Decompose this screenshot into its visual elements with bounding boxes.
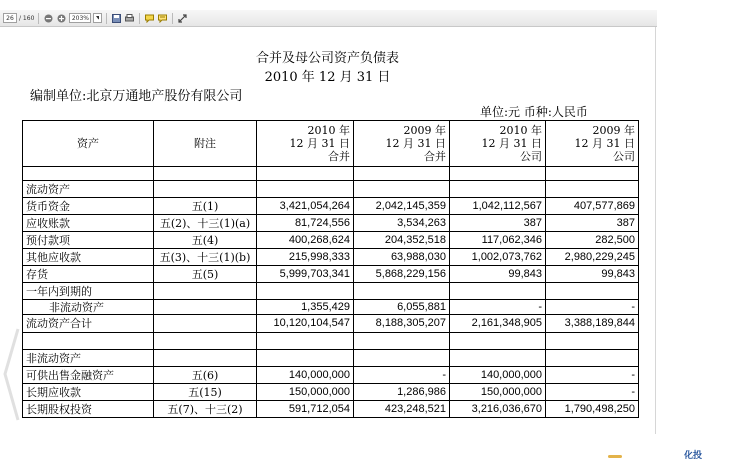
value-2009-consolidated: 5,868,229,156	[354, 266, 450, 283]
save-icon[interactable]	[111, 13, 122, 24]
value-2009-consolidated: 6,055,881	[354, 300, 450, 315]
row-label: 可供出售金融资产	[23, 367, 154, 384]
table-header-row	[23, 121, 639, 167]
value-2009-consolidated: -	[354, 367, 450, 384]
zoom-dropdown-icon[interactable]	[93, 13, 102, 23]
table-row	[23, 215, 639, 232]
row-label: 流动资产	[23, 181, 154, 198]
value-2010-consolidated: 215,998,333	[257, 249, 354, 266]
zoom-level-field[interactable]	[69, 13, 91, 23]
value-2009-company: 282,500	[546, 232, 639, 249]
header-notes: 附注	[154, 121, 257, 167]
comment-icon[interactable]	[144, 13, 155, 24]
toolbar-separator	[106, 13, 107, 24]
table-row	[23, 232, 639, 249]
value-2009-company: 1,790,498,250	[546, 401, 639, 418]
row-label: 长期应收款	[23, 384, 154, 401]
table-row	[23, 181, 639, 198]
value-2010-consolidated: 10,120,104,547	[257, 315, 354, 333]
table-row	[23, 300, 639, 315]
highlight-icon[interactable]	[157, 13, 168, 24]
table-row	[23, 333, 639, 350]
toolbar-separator	[172, 13, 173, 24]
value-2009-company	[546, 283, 639, 300]
header-2010-consolidated: 2010 年 12 月 31 日 合并	[257, 121, 354, 167]
toolbar-separator	[38, 13, 39, 24]
value-2009-company: 99,843	[546, 266, 639, 283]
header-2010-company: 2010 年 12 月 31 日 公司	[450, 121, 546, 167]
value-2010-company	[450, 167, 546, 181]
value-2009-company: 387	[546, 215, 639, 232]
table-row	[23, 266, 639, 283]
table-row	[23, 315, 639, 333]
value-2009-consolidated: 1,286,986	[354, 384, 450, 401]
row-note: 五(5)	[154, 266, 257, 283]
row-label: 货币资金	[23, 198, 154, 215]
value-2010-company: 99,843	[450, 266, 546, 283]
row-note	[154, 350, 257, 367]
row-label: 应收账款	[23, 215, 154, 232]
value-2010-company: -	[450, 300, 546, 315]
row-note	[154, 315, 257, 333]
header-2009-company: 2009 年 12 月 31 日 公司	[546, 121, 639, 167]
value-2009-company	[546, 333, 639, 350]
viewer-toolbar	[0, 10, 657, 27]
value-2010-consolidated: 400,268,624	[257, 232, 354, 249]
value-2010-consolidated: 150,000,000	[257, 384, 354, 401]
value-2009-consolidated	[354, 167, 450, 181]
value-2009-consolidated: 204,352,518	[354, 232, 450, 249]
page-total: / 160	[19, 14, 35, 22]
print-icon[interactable]	[124, 13, 135, 24]
value-2010-company: 1,002,073,762	[450, 249, 546, 266]
value-2010-consolidated	[257, 333, 354, 350]
value-2009-company	[546, 350, 639, 367]
value-2010-company	[450, 333, 546, 350]
value-2009-company	[546, 167, 639, 181]
row-note: 五(7)、十三(2)	[154, 401, 257, 418]
row-label: 流动资产合计	[23, 315, 154, 333]
row-note	[154, 300, 257, 315]
value-2009-company	[546, 181, 639, 198]
preparer-label: 编制单位:北京万通地产股份有限公司	[30, 89, 243, 104]
row-label	[23, 333, 154, 350]
value-2010-consolidated	[257, 167, 354, 181]
value-2010-consolidated: 1,355,429	[257, 300, 354, 315]
row-note: 五(4)	[154, 232, 257, 249]
value-2010-consolidated: 3,421,054,264	[257, 198, 354, 215]
value-2010-company: 3,216,036,670	[450, 401, 546, 418]
value-2010-company: 2,161,348,905	[450, 315, 546, 333]
document-title: 合并及母公司资产负债表	[255, 51, 399, 66]
value-2010-consolidated	[257, 283, 354, 300]
row-label: 预付款项	[23, 232, 154, 249]
value-2009-consolidated	[354, 283, 450, 300]
value-2010-consolidated	[257, 181, 354, 198]
row-note: 五(3)、十三(1)(b)	[154, 249, 257, 266]
table-row	[23, 384, 639, 401]
value-2009-consolidated: 3,534,263	[354, 215, 450, 232]
row-label	[23, 167, 154, 181]
row-label: 非流动资产	[23, 300, 154, 315]
footer-decoration	[608, 455, 622, 458]
value-2009-company: -	[546, 367, 639, 384]
value-2010-company: 1,042,112,567	[450, 198, 546, 215]
value-2010-consolidated: 140,000,000	[257, 367, 354, 384]
value-2010-company: 117,062,346	[450, 232, 546, 249]
page-number-input[interactable]	[3, 13, 17, 23]
row-note: 五(2)、十三(1)(a)	[154, 215, 257, 232]
table-row	[23, 198, 639, 215]
row-note: 五(1)	[154, 198, 257, 215]
row-label: 长期股权投资	[23, 401, 154, 418]
value-2010-consolidated: 5,999,703,341	[257, 266, 354, 283]
previous-page-arrow-icon[interactable]	[2, 327, 20, 422]
value-2009-consolidated: 8,188,305,207	[354, 315, 450, 333]
value-2009-consolidated	[354, 181, 450, 198]
value-2010-company: 150,000,000	[450, 384, 546, 401]
table-row	[23, 401, 639, 418]
value-2010-company	[450, 181, 546, 198]
balance-sheet-table	[22, 120, 639, 418]
value-2009-company: 3,388,189,844	[546, 315, 639, 333]
row-note: 五(6)	[154, 367, 257, 384]
header-assets: 资产	[23, 121, 154, 167]
value-2010-company: 387	[450, 215, 546, 232]
row-label: 存货	[23, 266, 154, 283]
zoom-out-icon[interactable]	[43, 13, 54, 24]
value-2009-consolidated	[354, 350, 450, 367]
value-2010-company	[450, 350, 546, 367]
zoom-in-icon[interactable]	[56, 13, 67, 24]
watermark-logo: 化投	[684, 451, 703, 461]
document-date: 2010 年 12 月 31 日	[264, 70, 391, 85]
value-2009-company: 2,980,229,245	[546, 249, 639, 266]
row-label: 其他应收款	[23, 249, 154, 266]
value-2010-company	[450, 283, 546, 300]
value-2010-consolidated	[257, 350, 354, 367]
value-2010-consolidated: 81,724,556	[257, 215, 354, 232]
table-row	[23, 167, 639, 181]
table-row	[23, 249, 639, 266]
zoom-level: 203%	[71, 14, 89, 22]
table-row	[23, 283, 639, 300]
row-note	[154, 333, 257, 350]
value-2009-company: 407,577,869	[546, 198, 639, 215]
value-2009-company: -	[546, 384, 639, 401]
document-page	[0, 27, 656, 434]
currency-label: 单位:元 币种:人民币	[480, 105, 588, 119]
value-2010-company: 140,000,000	[450, 367, 546, 384]
row-label: 一年内到期的	[23, 283, 154, 300]
expand-icon[interactable]	[177, 13, 188, 24]
value-2009-consolidated: 2,042,145,359	[354, 198, 450, 215]
table-row	[23, 350, 639, 367]
value-2009-consolidated	[354, 333, 450, 350]
row-label: 非流动资产	[23, 350, 154, 367]
header-2009-consolidated: 2009 年 12 月 31 日 合并	[354, 121, 450, 167]
row-note	[154, 181, 257, 198]
value-2010-consolidated: 591,712,054	[257, 401, 354, 418]
row-note	[154, 283, 257, 300]
toolbar-separator	[139, 13, 140, 24]
row-note: 五(15)	[154, 384, 257, 401]
value-2009-company: -	[546, 300, 639, 315]
page-current: 26	[6, 14, 14, 22]
table-row	[23, 367, 639, 384]
row-note	[154, 167, 257, 181]
value-2009-consolidated: 423,248,521	[354, 401, 450, 418]
value-2009-consolidated: 63,988,030	[354, 249, 450, 266]
